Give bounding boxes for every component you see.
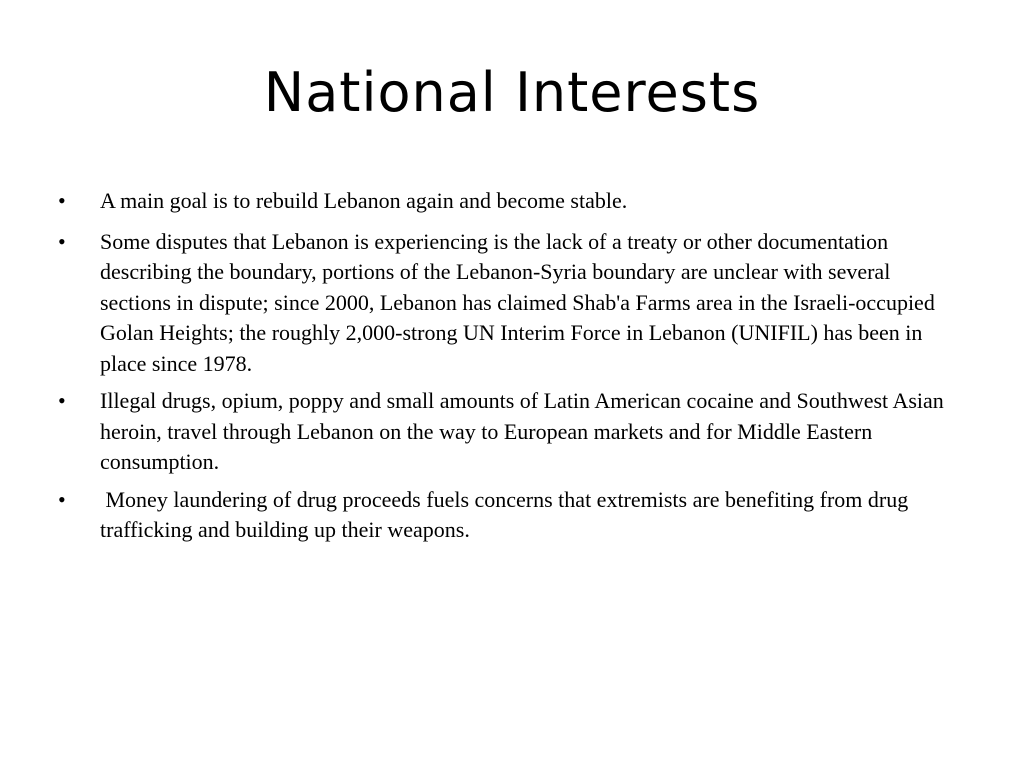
slide-title: National Interests bbox=[263, 61, 761, 124]
bullet-list bbox=[58, 186, 958, 553]
bullet-text: A main goal is to rebuild Lebanon again and become stable. bbox=[100, 188, 628, 213]
bullet-item bbox=[58, 227, 958, 380]
bullet-item bbox=[58, 386, 958, 478]
bullet-text: Illegal drugs, opium, poppy and small amounts of Latin American cocaine and Southwest Asian heroin, travel through Lebanon on the way to European markets and for Middle Eastern consumption. bbox=[100, 388, 950, 474]
bullet-item bbox=[58, 186, 958, 217]
bullet-item bbox=[58, 485, 958, 546]
bullet-text: Some disputes that Lebanon is experiencing is the lack of a treaty or other documentation describing the boundary, portions of the Lebanon-Syria boundary are unclear with several sections in dispute; since 2000, Lebanon has claimed Shab'a Farms area in the Israeli-occupied Golan Heights; the roughly 2,000-strong UN Interim Force in Lebanon (UNIFIL) has been in place since 1978. bbox=[100, 228, 941, 376]
bullet-text: Money laundering of drug proceeds fuels concerns that extremists are benefiting from drug trafficking and building up their weapons. bbox=[100, 486, 914, 542]
bullet-icon: • bbox=[58, 388, 66, 413]
bullet-icon: • bbox=[58, 486, 66, 512]
bullet-icon: • bbox=[58, 188, 66, 213]
bullet-icon: • bbox=[58, 228, 66, 254]
